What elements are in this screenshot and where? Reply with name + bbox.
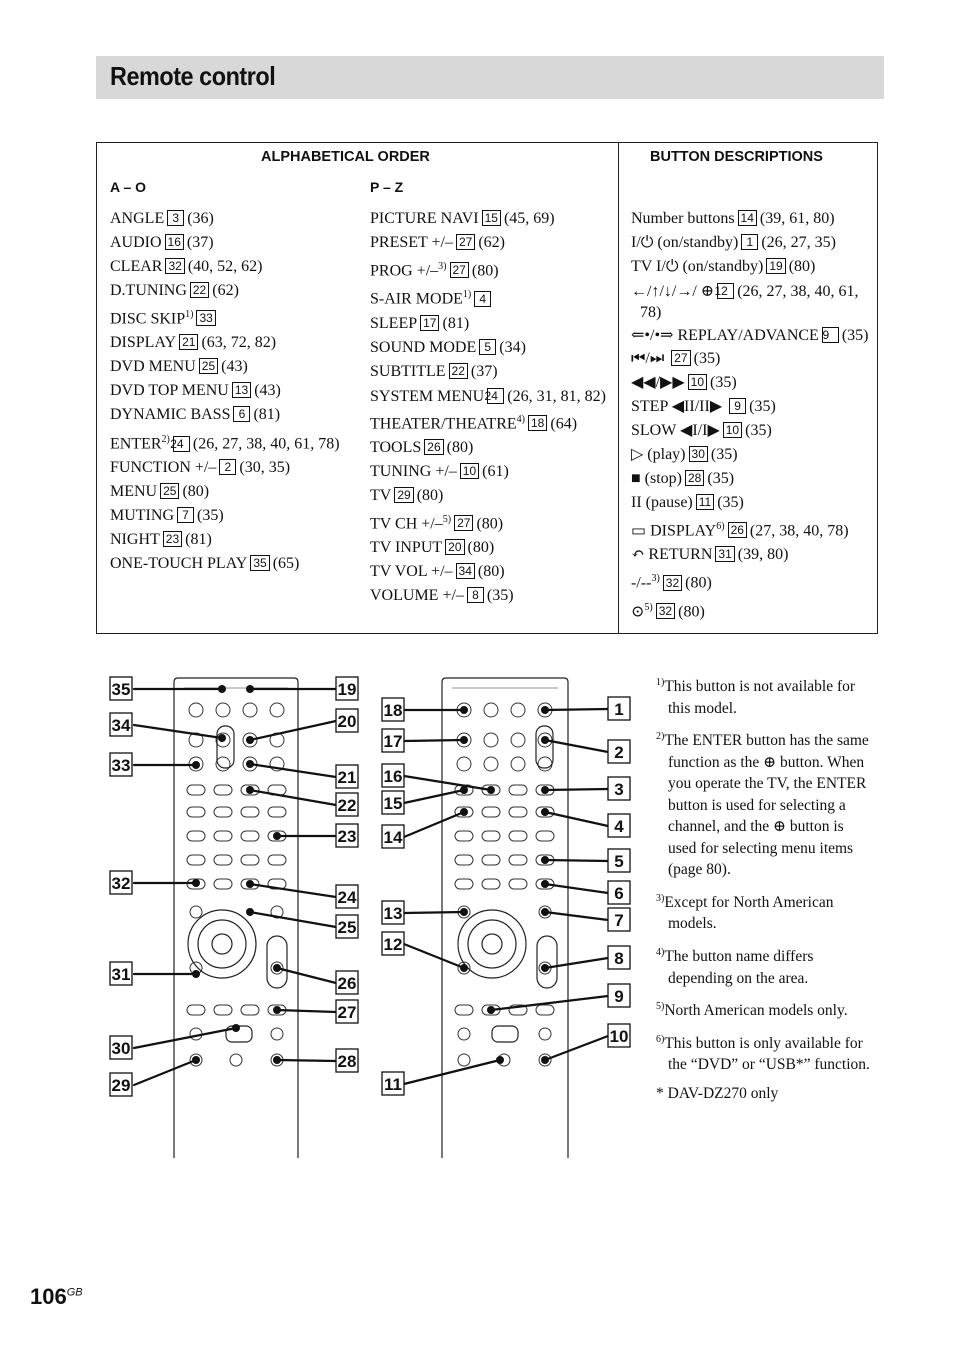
remote-button	[484, 703, 498, 717]
remote-button	[511, 757, 525, 771]
footnote: $^{5)}$North American models only.	[656, 1001, 848, 1020]
svg-text:26: 26	[337, 974, 357, 993]
footnote: $^{2)}$The ENTER button has the same function as the ⊕ button. When you operate the TV, the ENTER button is used for selecting a channel, and the ⊕ button is used for selecting menu items (page 80).	[656, 731, 869, 879]
index-entry: SYSTEM MENU24 (26, 31, 81, 82)	[370, 387, 606, 405]
remote-button	[482, 807, 500, 817]
index-entry: TOOLS 26 (80)	[370, 438, 474, 456]
svg-text:18: 18	[383, 701, 403, 720]
index-entry: DVD TOP MENU 13 (43)	[110, 382, 281, 400]
remote-button	[511, 703, 525, 717]
index-entry: TV 29 (80)	[370, 486, 444, 504]
svg-text:23: 23	[337, 827, 357, 846]
remote-button	[214, 831, 232, 841]
callout-label	[110, 1073, 132, 1096]
callout-label	[382, 729, 404, 752]
left-remote-buttons	[187, 703, 286, 1066]
button-descriptions-list	[631, 207, 875, 624]
callout-number: 1	[741, 234, 758, 250]
remote-button	[536, 1005, 554, 1015]
callout-number: 25	[199, 358, 218, 374]
remote-button	[190, 906, 202, 918]
p-z-header: P – Z	[370, 179, 404, 195]
svg-text:7: 7	[614, 911, 624, 930]
index-entry: ⏮/⏭ 27 (35)	[631, 350, 721, 367]
callout-number: 5	[479, 339, 496, 355]
svg-text:34: 34	[111, 716, 131, 735]
svg-text:20: 20	[337, 712, 357, 731]
callout-label	[336, 885, 358, 908]
index-entry: TUNING +/– 10 (61)	[370, 462, 509, 480]
callout-number: 29	[394, 487, 413, 503]
callout-label	[608, 849, 630, 872]
callout-number: 24	[487, 388, 504, 404]
index-entry: DISPLAY 21 (63, 72, 82)	[110, 334, 277, 352]
p-z-list	[370, 207, 610, 608]
index-entry: SOUND MODE 5 (34)	[370, 338, 526, 356]
callout-label	[382, 698, 404, 721]
remote-button	[214, 855, 232, 865]
remote-button	[241, 1005, 259, 1015]
svg-text:35: 35	[111, 680, 131, 699]
remote-button	[482, 855, 500, 865]
index-entry: Number buttons 14 (39, 61, 80)	[631, 210, 835, 227]
callout-label	[336, 824, 358, 847]
callout-number: 31	[715, 546, 734, 562]
svg-text:27: 27	[337, 1003, 357, 1022]
remote-button	[458, 1054, 470, 1066]
callout-label	[110, 1036, 132, 1059]
callout-number: 35	[250, 555, 269, 571]
callout-number: 16	[165, 234, 184, 250]
callout-label	[608, 881, 630, 904]
index-entry: TV CH +/–$^{5)}$ 27 (80)	[370, 513, 504, 533]
svg-text:19: 19	[337, 680, 357, 699]
callout-number: 22	[449, 363, 468, 379]
footnote: $^{4)}$The button name differs depending on the area.	[656, 946, 814, 987]
index-entry: SLOW ◀I/I▶ 10 (35)	[631, 422, 772, 439]
callout-number: 18	[528, 415, 547, 431]
index-entry: D.TUNING 22 (62)	[110, 282, 239, 299]
callout-number: 7	[177, 507, 194, 523]
index-entry: AUDIO 16 (37)	[110, 234, 214, 251]
svg-text:25: 25	[337, 918, 357, 937]
callout-number: 6	[233, 406, 250, 422]
svg-text:29: 29	[111, 1076, 131, 1095]
callout-number: 8	[467, 587, 484, 603]
remote-button	[538, 757, 552, 771]
index-entry: I/⏻ (on/standby) 1 (26, 27, 35)	[631, 234, 836, 251]
index-entry: ⇐•/•⇒ REPLAY/ADVANCE 9 (35)	[631, 327, 869, 344]
index-entry: ←/↑/↓/→/ ⊕12 (26, 27, 38, 40, 61, 78)	[631, 283, 859, 321]
remote-button	[455, 855, 473, 865]
remote-button	[189, 703, 203, 717]
index-entry: DISC SKIP$^{1)}$ 33	[110, 303, 350, 331]
remote-button	[484, 757, 498, 771]
index-entry: MENU 25 (80)	[110, 482, 210, 500]
callout-number: 32	[165, 258, 184, 274]
callout-number: 11	[696, 494, 714, 510]
remote-button	[458, 1028, 470, 1040]
callout-number: 12	[717, 283, 734, 299]
remote-button	[268, 807, 286, 817]
callout-label	[110, 753, 132, 776]
remote-button	[187, 855, 205, 865]
right-remote-buttons	[455, 703, 554, 1066]
callout-number: 20	[445, 539, 464, 555]
index-entry: -/--$^{3)}$ 32 (80)	[631, 573, 712, 592]
callout-label	[608, 777, 630, 800]
callout-number: 22	[190, 282, 209, 298]
callout-number: 30	[689, 446, 708, 462]
svg-text:24: 24	[337, 888, 357, 907]
remote-button	[268, 855, 286, 865]
section-title-bar	[96, 56, 884, 99]
svg-text:28: 28	[337, 1052, 357, 1071]
button-index-table	[96, 142, 878, 634]
index-entry: II (pause) 11 (35)	[631, 494, 744, 511]
remote-button	[509, 831, 527, 841]
footnotes	[656, 672, 871, 1111]
remote-button	[509, 855, 527, 865]
index-entry: VOLUME +/– 8 (35)	[370, 587, 514, 605]
remote-button	[230, 1054, 242, 1066]
svg-text:3: 3	[614, 780, 624, 799]
callout-label	[382, 932, 404, 955]
callout-label	[608, 908, 630, 931]
callout-label	[608, 814, 630, 837]
index-entry: SLEEP 17 (81)	[370, 314, 470, 332]
callout-number: 26	[728, 522, 747, 538]
remote-button	[241, 807, 259, 817]
callout-label	[336, 765, 358, 788]
svg-text:6: 6	[614, 884, 624, 903]
callout-number: 26	[424, 439, 443, 455]
callout-number: 28	[685, 470, 704, 486]
svg-text:31: 31	[111, 965, 131, 984]
callout-label	[336, 709, 358, 732]
svg-text:15: 15	[383, 794, 403, 813]
footnote: $^{3)}$Except for North American models.	[656, 892, 834, 933]
callout-label	[110, 871, 132, 894]
index-entry: STEP ◀II/II▶ 9 (35)	[631, 398, 776, 415]
footnote: $^{6)}$This button is only available for the “DVD” or “USB*” function.	[656, 1033, 870, 1074]
remote-control-diagram	[100, 668, 640, 1160]
index-entry: DYNAMIC BASS 6 (81)	[110, 406, 281, 424]
svg-text:9: 9	[614, 987, 624, 1006]
svg-text:22: 22	[337, 796, 357, 815]
remote-button	[214, 1005, 232, 1015]
callout-label	[382, 1072, 404, 1095]
callout-number: 27	[456, 234, 475, 250]
index-entry: PICTURE NAVI 15 (45, 69)	[370, 210, 555, 227]
index-entry: CLEAR 32 (40, 52, 62)	[110, 258, 263, 275]
index-entry: ENTER$^{2)}$24 (26, 27, 38, 40, 61, 78)	[110, 434, 340, 453]
callout-label	[382, 901, 404, 924]
svg-text:13: 13	[383, 904, 403, 923]
remote-button	[243, 703, 257, 717]
callout-label	[336, 971, 358, 994]
remote-button	[455, 879, 473, 889]
index-entry: MUTING 7 (35)	[110, 506, 224, 524]
svg-text:30: 30	[111, 1039, 131, 1058]
svg-text:12: 12	[383, 935, 403, 954]
svg-text:32: 32	[111, 874, 131, 893]
index-entry: TV VOL +/– 34 (80)	[370, 563, 505, 581]
remote-button	[536, 831, 554, 841]
remote-button	[241, 831, 259, 841]
remote-button	[509, 879, 527, 889]
remote-button	[187, 1005, 205, 1015]
index-entry: TV I/⏻ (on/standby) 19 (80)	[631, 258, 816, 275]
index-entry: S-AIR MODE$^{1)}$ 4	[370, 283, 610, 311]
remote-button	[216, 703, 230, 717]
remote-button	[214, 879, 232, 889]
callout-number: 2	[219, 459, 236, 475]
callout-number: 15	[482, 210, 501, 226]
callout-label	[608, 740, 630, 763]
index-entry: DVD MENU 25 (43)	[110, 358, 248, 376]
svg-text:1: 1	[614, 700, 624, 719]
callout-number: 24	[173, 436, 190, 452]
callout-number: 14	[738, 210, 757, 226]
callout-label	[608, 1024, 630, 1047]
svg-text:8: 8	[614, 949, 624, 968]
callout-number: 10	[460, 463, 479, 479]
callout-label	[336, 915, 358, 938]
index-entry: FUNCTION +/– 2 (30, 35)	[110, 458, 291, 476]
svg-text:16: 16	[383, 767, 403, 786]
callout-label	[608, 946, 630, 969]
remote-button	[455, 831, 473, 841]
callout-label	[382, 764, 404, 787]
remote-button	[187, 785, 205, 795]
index-entry: TV INPUT 20 (80)	[370, 539, 495, 557]
svg-text:14: 14	[383, 828, 403, 847]
remote-button	[509, 785, 527, 795]
callout-number: 32	[663, 575, 682, 591]
svg-text:11: 11	[384, 1075, 402, 1094]
remote-button	[484, 733, 498, 747]
callout-label	[382, 825, 404, 848]
remote-button	[271, 1028, 283, 1040]
callout-number: 33	[196, 310, 215, 326]
callout-number: 9	[822, 327, 839, 343]
remote-button	[187, 807, 205, 817]
remote-button	[455, 1005, 473, 1015]
index-entry: ANGLE 3 (36)	[110, 210, 214, 227]
callout-label	[336, 1049, 358, 1072]
callout-label	[110, 713, 132, 736]
callout-number: 4	[474, 291, 491, 307]
button-descriptions-header: BUTTON DESCRIPTIONS	[650, 149, 823, 165]
index-entry: ↶ RETURN 31 (39, 80)	[631, 546, 789, 564]
remote-button	[214, 807, 232, 817]
callout-number: 13	[232, 382, 251, 398]
remote-button	[509, 807, 527, 817]
remote-button	[539, 1028, 551, 1040]
page-title: Remote control	[110, 61, 276, 91]
remote-button	[457, 757, 471, 771]
callout-number: 17	[420, 315, 439, 331]
callout-number: 3	[167, 210, 184, 226]
index-entry: NIGHT 23 (81)	[110, 530, 212, 548]
remote-button	[214, 785, 232, 795]
svg-text:17: 17	[383, 732, 403, 751]
callout-number: 9	[729, 398, 746, 414]
svg-text:5: 5	[614, 852, 624, 871]
index-entry: ▭ DISPLAY$^{6)}$ 26 (27, 38, 40, 78)	[631, 521, 849, 540]
footnote: $^{1)}$This button is not available for this model.	[656, 677, 856, 717]
index-entry: ■ (stop) 28 (35)	[631, 470, 735, 487]
callout-label	[382, 791, 404, 814]
svg-text:4: 4	[614, 817, 624, 836]
callout-label	[110, 677, 132, 700]
callout-number: 10	[723, 422, 742, 438]
index-entry: PROG +/–$^{3)}$ 27 (80)	[370, 261, 499, 280]
callout-number: 25	[160, 483, 179, 499]
index-entry: ◀◀/▶▶ 10 (35)	[631, 374, 737, 391]
svg-text:2: 2	[614, 743, 624, 762]
callout-label	[336, 1000, 358, 1023]
callout-number: 27	[454, 515, 473, 531]
callout-label	[608, 984, 630, 1007]
callout-label	[608, 697, 630, 720]
callout-number: 32	[656, 603, 675, 619]
callout-number: 19	[766, 258, 785, 274]
remote-button	[482, 831, 500, 841]
column-divider	[618, 143, 619, 633]
callout-label	[336, 677, 358, 700]
remote-button	[511, 733, 525, 747]
svg-text:21: 21	[337, 768, 357, 787]
remote-button	[482, 879, 500, 889]
svg-text:10: 10	[609, 1027, 629, 1046]
index-entry: ⊙$^{5)}$ 32 (80)	[631, 601, 705, 620]
callout-number: 27	[450, 262, 469, 278]
index-entry: THEATER/THEATRE$^{4)}$ 18 (64)	[370, 413, 578, 432]
svg-text:33: 33	[111, 756, 131, 775]
callout-label	[110, 962, 132, 985]
callout-number: 34	[456, 563, 475, 579]
page-number: $106^{GB}$	[30, 1284, 83, 1309]
index-entry: ONE-TOUCH PLAY 35 (65)	[110, 554, 300, 572]
index-entry: ▷ (play) 30 (35)	[631, 446, 738, 463]
right-remote-outline	[442, 678, 568, 1158]
callout-number: 10	[688, 374, 707, 390]
remote-button	[241, 855, 259, 865]
index-entry: PRESET +/– 27 (62)	[370, 234, 505, 251]
alphabetical-order-header: ALPHABETICAL ORDER	[261, 149, 430, 165]
a-o-list	[110, 207, 350, 576]
a-o-header: A – O	[110, 179, 147, 195]
callout-number: 23	[163, 531, 182, 547]
index-entry: SUBTITLE 22 (37)	[370, 362, 498, 380]
callout-label	[336, 793, 358, 816]
footnote: * DAV-DZ270 only	[656, 1084, 779, 1102]
callout-number: 27	[671, 350, 690, 366]
callout-number: 21	[179, 334, 198, 350]
remote-button	[187, 831, 205, 841]
remote-button	[270, 703, 284, 717]
